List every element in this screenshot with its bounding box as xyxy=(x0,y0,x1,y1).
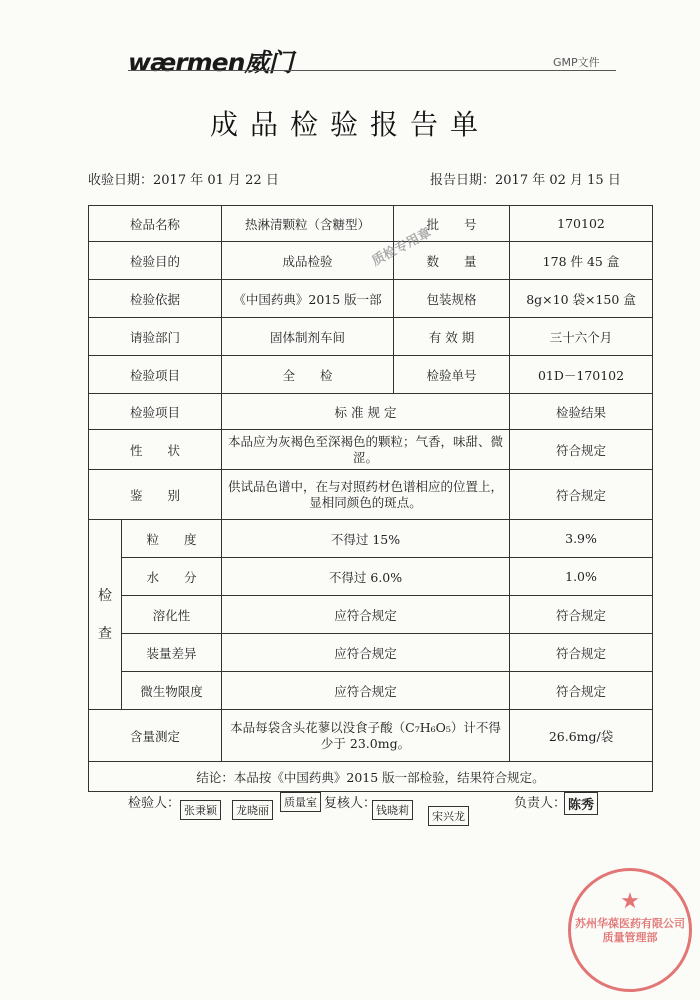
identification-label: 鉴 别 xyxy=(89,470,222,520)
check-item-result: 符合规定 xyxy=(510,672,653,710)
product-name-label: 检品名称 xyxy=(89,206,222,242)
inspector-signature-1: 张秉颖 xyxy=(180,800,221,820)
check-label xyxy=(89,520,122,710)
identification-row xyxy=(89,470,653,520)
check-item-standard: 应符合规定 xyxy=(222,596,510,634)
check-item-result: 符合规定 xyxy=(510,596,653,634)
office-stamp: 质量室 xyxy=(280,792,321,812)
inspector-label: 检验人： xyxy=(128,796,181,811)
reviewer-signature-2: 宋兴龙 xyxy=(428,806,469,826)
column-standard: 标 准 规 定 xyxy=(222,394,510,430)
assay-row xyxy=(89,710,653,762)
basis-label: 检验依据 xyxy=(89,280,222,318)
receive-date: 收验日期：2017 年 01 月 22 日 xyxy=(88,173,279,188)
check-row-microbial xyxy=(89,672,653,710)
inspector-signature-2: 龙晓丽 xyxy=(232,800,273,820)
info-row-items xyxy=(89,356,653,394)
page-title: 成品检验报告单 xyxy=(209,108,490,141)
conclusion-row xyxy=(89,762,653,792)
check-label-char-2: 查 xyxy=(98,625,112,642)
basis-value: 《中国药典》2015 版一部 xyxy=(222,280,394,318)
purpose-label: 检验目的 xyxy=(89,242,222,280)
quality-department-stamp xyxy=(568,868,692,992)
appearance-row xyxy=(89,430,653,470)
conclusion-text: 结论：本品按《中国药典》2015 版一部检验，结果符合规定。 xyxy=(89,762,653,792)
check-item-name: 微生物限度 xyxy=(122,672,222,710)
spec-value: 8g×10 袋×150 盒 xyxy=(510,280,653,318)
identification-standard: 供试品色谱中，在与对照药材色谱相应的位置上，显相同颜色的斑点。 xyxy=(222,470,510,520)
purpose-value: 成品检验 xyxy=(222,242,394,280)
reviewer-label: 复核人： xyxy=(324,796,377,811)
appearance-result: 符合规定 xyxy=(510,430,653,470)
validity-value: 三十六个月 xyxy=(510,318,653,356)
check-item-result: 3.9% xyxy=(510,520,653,558)
info-row-product xyxy=(89,206,653,242)
check-item-name: 水 分 xyxy=(122,558,222,596)
stamp-star-icon: ★ xyxy=(620,889,640,914)
check-item-standard: 应符合规定 xyxy=(222,672,510,710)
check-label-char-1: 检 xyxy=(98,587,112,604)
batch-value: 170102 xyxy=(510,206,653,242)
gmp-label: GMP文件 xyxy=(553,56,600,69)
reviewer-signature-1: 钱晓莉 xyxy=(372,800,413,820)
appearance-label: 性 状 xyxy=(89,430,222,470)
assay-standard: 本品每袋含头花蓼以没食子酸（C₇H₆O₅）计不得少于 23.0mg。 xyxy=(222,710,510,762)
check-item-standard: 应符合规定 xyxy=(222,634,510,672)
check-item-name: 装量差异 xyxy=(122,634,222,672)
report-date: 报告日期：2017 年 02 月 15 日 xyxy=(430,173,621,188)
validity-label: 有 效 期 xyxy=(394,318,510,356)
column-item: 检验项目 xyxy=(89,394,222,430)
company-logo: wærmen威门 xyxy=(128,48,293,77)
items-label: 检验项目 xyxy=(89,356,222,394)
check-row-solubility xyxy=(89,596,653,634)
check-item-result: 1.0% xyxy=(510,558,653,596)
responsible-label: 负责人： xyxy=(514,796,567,811)
round-stamp-text: 苏州华葆医药有限公司 质量管理部 xyxy=(575,917,685,944)
product-name-value: 热淋清颗粒（含糖型） xyxy=(222,206,394,242)
check-row-fill-variation xyxy=(89,634,653,672)
items-value: 全 检 xyxy=(222,356,394,394)
header-divider xyxy=(128,70,616,71)
quantity-label: 数 量 xyxy=(394,242,510,280)
batch-label: 批 号 xyxy=(394,206,510,242)
number-value: 01D－170102 xyxy=(510,356,653,394)
check-item-standard: 不得过 6.0% xyxy=(222,558,510,596)
appearance-standard: 本品应为灰褐色至深褐色的颗粒；气香，味甜、微涩。 xyxy=(222,430,510,470)
column-header-row xyxy=(89,394,653,430)
check-item-name: 溶化性 xyxy=(122,596,222,634)
column-result: 检验结果 xyxy=(510,394,653,430)
number-label: 检验单号 xyxy=(394,356,510,394)
identification-result: 符合规定 xyxy=(510,470,653,520)
department-value: 固体制剂车间 xyxy=(222,318,394,356)
assay-result: 26.6mg/袋 xyxy=(510,710,653,762)
assay-label: 含量测定 xyxy=(89,710,222,762)
spec-label: 包装规格 xyxy=(394,280,510,318)
quantity-value: 178 件 45 盒 xyxy=(510,242,653,280)
check-item-result: 符合规定 xyxy=(510,634,653,672)
check-row-granularity xyxy=(89,520,653,558)
department-label: 请验部门 xyxy=(89,318,222,356)
responsible-signature: 陈秀 xyxy=(564,792,598,815)
faint-inspection-stamp: 质检专用章 xyxy=(369,225,434,270)
check-item-standard: 不得过 15% xyxy=(222,520,510,558)
check-row-moisture xyxy=(89,558,653,596)
check-item-name: 粒 度 xyxy=(122,520,222,558)
